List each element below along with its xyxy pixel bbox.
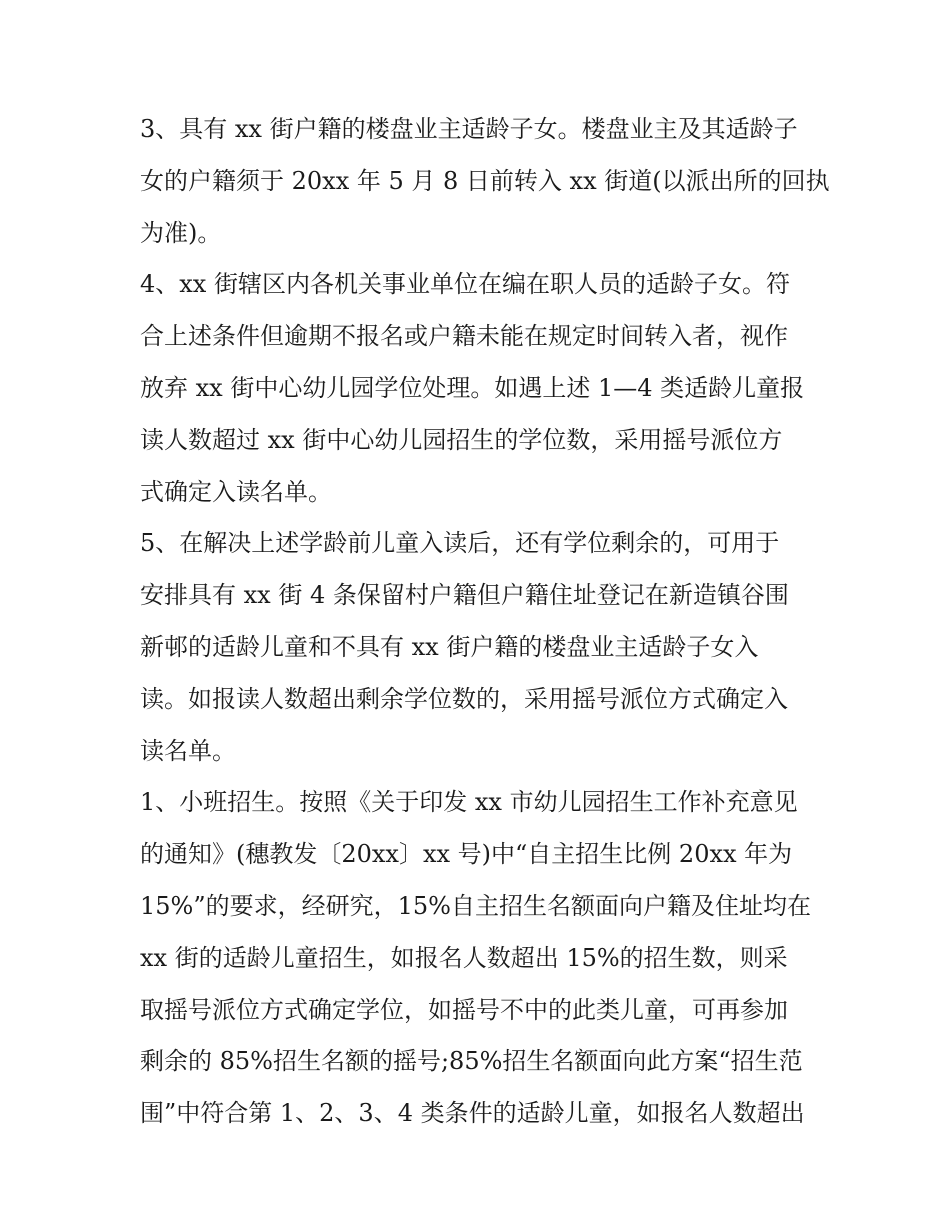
text-line: 式确定入读名单。 <box>140 477 332 506</box>
text-line: 15%”的要求，经研究，15%自主招生名额面向户籍及住址均在 <box>140 891 811 920</box>
document-body <box>140 104 830 1140</box>
text-line: 读。如报读人数超出剩余学位数的，采用摇号派位方式确定入 <box>140 684 788 713</box>
text-line: 合上述条件但逾期不报名或户籍未能在规定时间转入者，视作 <box>140 322 788 351</box>
text-line: 放弃 xx 街中心幼儿园学位处理。如遇上述 1—4 类适龄儿童报 <box>140 373 805 402</box>
text-line: 取摇号派位方式确定学位，如摇号不中的此类儿童，可再参加 <box>140 995 788 1024</box>
text-line: 女的户籍须于 20xx 年 5 月 8 日前转入 xx 街道(以派出所的回执 <box>140 166 830 195</box>
text-line: 新邨的适龄儿童和不具有 xx 街户籍的楼盘业主适龄子女入 <box>140 632 759 661</box>
text-line: 围”中符合第 1、2、3、4 类条件的适龄儿童，如报名人数超出 <box>140 1099 805 1128</box>
text-line: 的通知》(穗教发〔20xx〕xx 号)中“自主招生比例 20xx 年为 <box>140 840 793 869</box>
text-line: 4、xx 街辖区内各机关事业单位在编在职人员的适龄子女。符 <box>140 270 790 299</box>
text-line: 1、小班招生。按照《关于印发 xx 市幼儿园招生工作补充意见 <box>140 788 798 817</box>
text-line: 剩余的 85%招生名额的摇号;85%招生名额面向此方案“招生范 <box>140 1047 803 1076</box>
text-line: 安排具有 xx 街 4 条保留村户籍但户籍住址登记在新造镇谷围 <box>140 581 789 610</box>
text-line: 为准)。 <box>140 218 222 247</box>
text-line: 读人数超过 xx 街中心幼儿园招生的学位数，采用摇号派位方 <box>140 425 783 454</box>
text-line: 5、在解决上述学龄前儿童入读后，还有学位剩余的，可用于 <box>140 529 780 558</box>
text-line: xx 街的适龄儿童招生，如报名人数超出 15%的招生数，则采 <box>140 943 788 972</box>
text-line: 读名单。 <box>140 736 236 765</box>
text-line: 3、具有 xx 街户籍的楼盘业主适龄子女。楼盘业主及其适龄子 <box>140 115 798 143</box>
